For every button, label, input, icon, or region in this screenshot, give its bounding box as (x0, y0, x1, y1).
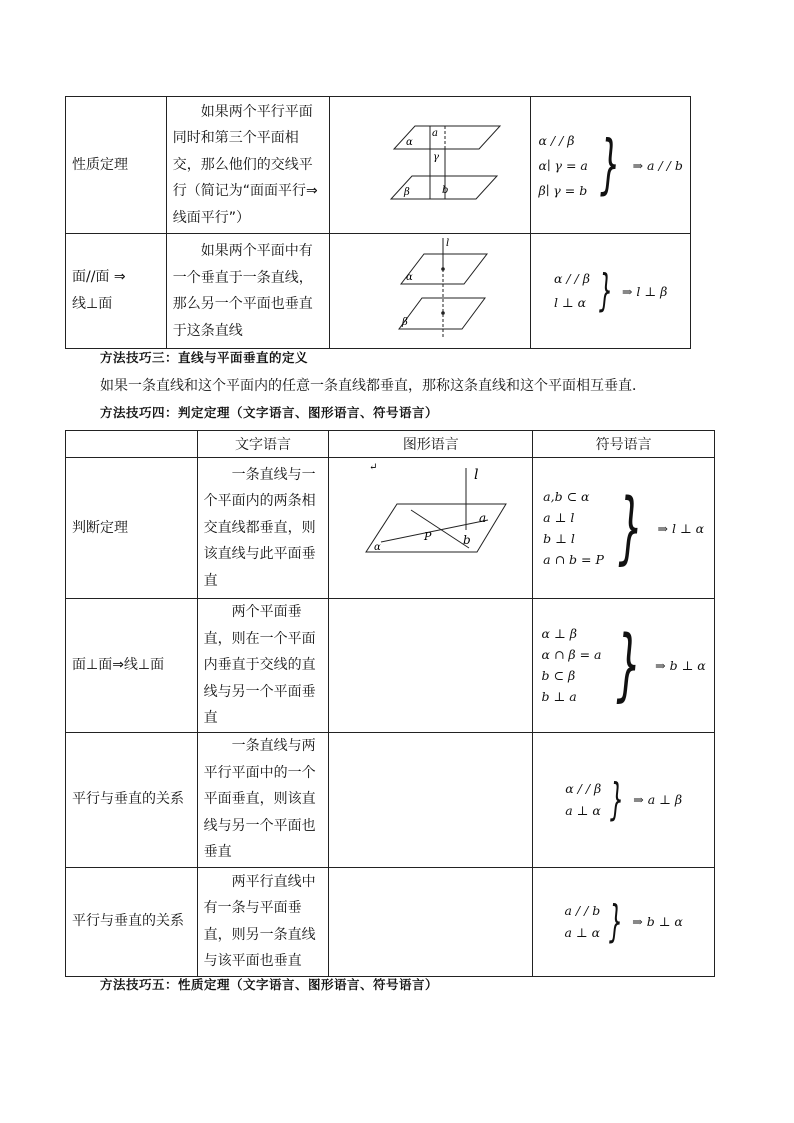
brace-icon: } (598, 265, 613, 316)
symbol-line: α ∩ β = a (541, 647, 602, 663)
symbol-cell (531, 234, 691, 349)
symbol-line: α∣ γ = a (538, 157, 588, 173)
column-header-text: 符号语言 (595, 437, 652, 453)
brace-icon: } (609, 895, 624, 947)
column-header (329, 431, 533, 458)
figure-cell (329, 458, 533, 599)
label-P: P (424, 530, 432, 543)
symbol-result: ⇒ a / / b (632, 157, 683, 173)
table-row (66, 867, 715, 976)
row-label (66, 458, 198, 599)
intersection-point (442, 267, 446, 271)
line-plane-perpendicular-figure (329, 458, 531, 594)
row-text (166, 234, 330, 349)
figure-cell (329, 599, 533, 733)
table-row (66, 97, 691, 234)
symbol-cell (531, 97, 691, 234)
section-heading: 方法技巧三：直线与平面垂直的定义 (100, 350, 309, 365)
intersection-point (442, 311, 446, 315)
symbol-expression (533, 895, 714, 947)
symbol-result: ⇒ b ⊥ α (655, 657, 706, 673)
symbol-line: α / / β (538, 132, 575, 148)
row-text (197, 458, 329, 599)
symbol-expression (531, 267, 690, 315)
row-label-text: 判断定理 (72, 519, 128, 536)
label-b: b (463, 533, 472, 547)
definition-paragraph: 如果一条直线和这个平面内的任意一条直线都垂直，那称这条直线和这个平面相互垂直． (100, 378, 646, 394)
row-label-text: 性质定理 (72, 156, 128, 173)
row-text (197, 867, 329, 976)
table-row (66, 234, 691, 349)
table-row (66, 599, 715, 733)
symbol-line: β∣ γ = b (538, 182, 588, 198)
label-gamma: γ (433, 152, 440, 163)
label-b: b (442, 185, 449, 196)
label-beta: β (402, 317, 409, 328)
symbol-result: ⇒ a ⊥ β (633, 792, 683, 807)
symbol-line: a,b ⊂ α (543, 489, 590, 504)
line-a (381, 520, 488, 542)
row-label (66, 732, 198, 867)
row-label-text: 面⊥面⇒线⊥面 (72, 656, 165, 673)
row-label (66, 867, 198, 976)
section-heading: 方法技巧五：性质定理（文字语言、图形语言、符号语言） (100, 977, 439, 992)
symbol-cell (533, 867, 715, 976)
label-alpha: α (406, 137, 414, 148)
table-row (66, 458, 715, 599)
symbol-line: a ⊥ α (565, 802, 601, 818)
column-header (66, 431, 198, 458)
table-perpendicular (65, 430, 715, 977)
label-l: l (474, 467, 479, 483)
brace-icon: } (618, 483, 644, 573)
label-alpha: α (374, 542, 382, 553)
symbol-line: a ⊥ l (543, 510, 575, 525)
symbol-result: ⇒ l ⊥ β (621, 283, 668, 299)
row-label-line: 线⊥面 (72, 296, 113, 312)
row-text (197, 732, 329, 867)
table-header-row (66, 431, 715, 458)
symbol-result: ⇒ b ⊥ α (632, 914, 683, 929)
figure-cell (330, 234, 531, 349)
column-header (533, 431, 715, 458)
section-heading: 方法技巧四：判定定理（文字语言、图形语言、符号语言） (100, 405, 439, 420)
symbol-line: b ⊥ a (541, 689, 577, 705)
row-label (66, 97, 167, 234)
row-text-content: 两平行直线中有一条与平面垂直，则另一条直线与该平面也垂直 (203, 873, 316, 969)
row-text-content: 一条直线与一个平面内的两条相交直线都垂直，则该直线与此平面垂直 (203, 466, 316, 589)
label-a: a (479, 511, 487, 525)
row-text-content: 一条直线与两平行平面中的一个平面垂直，则该直线与另一个平面也垂直 (203, 738, 316, 861)
row-label-text: 平行与垂直的关系 (72, 913, 184, 929)
row-text-content: 两个平面垂直，则在一个平面内垂直于交线的直线与另一个平面垂直 (203, 604, 316, 726)
brace-icon: } (610, 773, 625, 825)
symbol-line: a ⊥ α (564, 924, 601, 940)
label-mark: ↵ (369, 462, 378, 473)
column-header-text: 文字语言 (234, 437, 291, 453)
column-header (197, 431, 329, 458)
label-a: a (432, 128, 439, 139)
figure-cell (329, 732, 533, 867)
symbol-line: α / / β (565, 780, 602, 796)
column-header-text: 图形语言 (402, 437, 459, 453)
symbol-line: α ⊥ β (541, 626, 577, 642)
brace-icon: } (600, 128, 621, 202)
label-alpha: α (406, 272, 414, 283)
row-text (166, 97, 330, 234)
symbol-expression (533, 620, 714, 711)
parallel-planes-figure (330, 98, 529, 228)
symbol-expression (533, 773, 714, 825)
row-text (197, 599, 329, 733)
symbol-line: b ⊥ l (543, 531, 575, 546)
label-beta: β (404, 187, 411, 198)
label-l: l (446, 238, 450, 249)
symbol-cell (533, 732, 715, 867)
symbol-line: a / / b (564, 902, 601, 918)
symbol-line: l ⊥ α (553, 295, 587, 310)
symbol-cell (533, 599, 715, 733)
symbol-line: b ⊂ β (541, 668, 576, 684)
symbol-line: a ∩ b = P (543, 552, 604, 567)
figure-cell (329, 867, 533, 976)
symbol-cell (533, 458, 715, 599)
symbol-expression (531, 128, 690, 203)
row-label-text: 平行与垂直的关系 (72, 791, 184, 807)
line-b (411, 510, 472, 548)
table-row (66, 732, 715, 867)
row-text-content: 如果两个平行平面同时和第三个平面相交，那么他们的交线平行（简记为“面面平行⇒线面平行”） (172, 103, 318, 226)
figure-cell (330, 97, 531, 234)
symbol-result: ⇒ l ⊥ α (657, 520, 705, 536)
table-parallel-planes (65, 96, 691, 349)
perpendicular-line-figure (330, 234, 529, 344)
row-label (66, 599, 198, 733)
row-label-line: 面//面 ⇒ (72, 269, 126, 285)
brace-icon: } (615, 620, 641, 711)
symbol-expression (533, 483, 714, 573)
symbol-line: α / / β (553, 271, 590, 286)
row-label (66, 234, 167, 349)
row-text-content: 如果两个平面中有一个垂直于一条直线，那么另一个平面也垂直于这条直线 (172, 243, 313, 339)
